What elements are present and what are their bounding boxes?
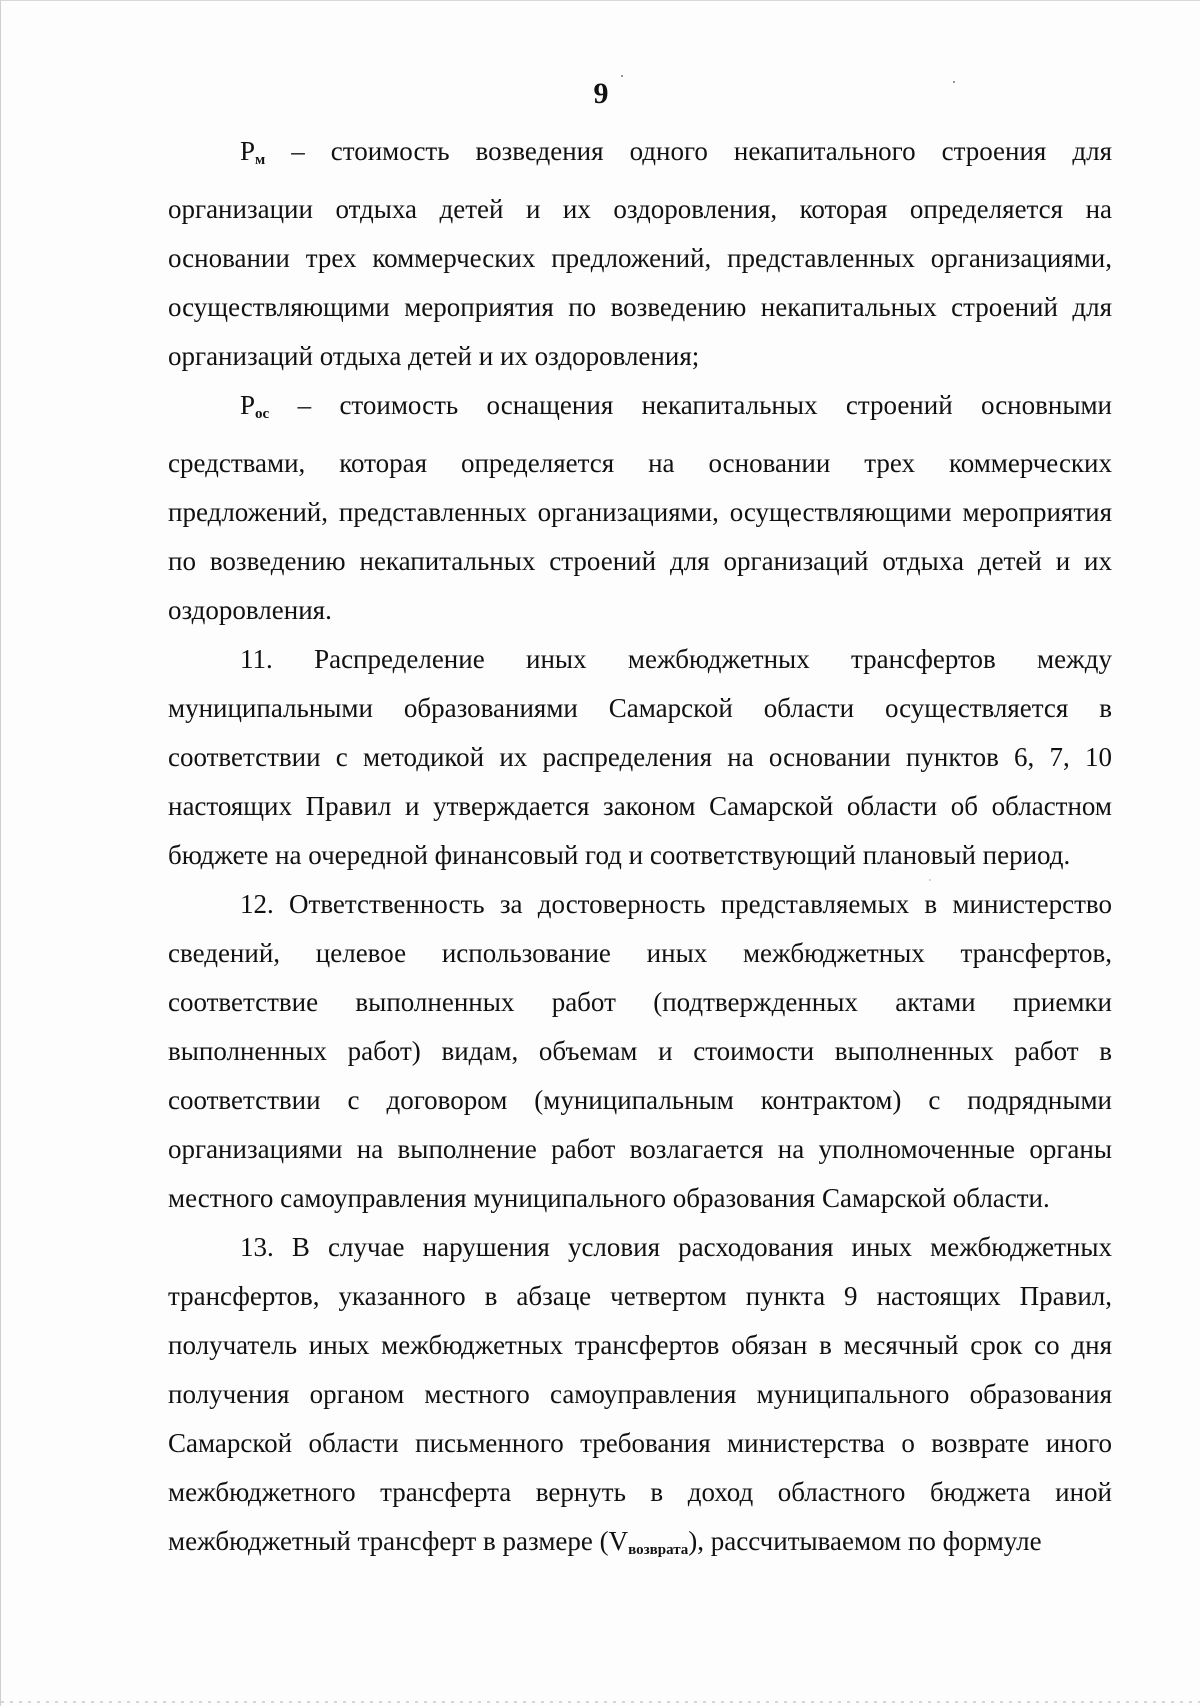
definition-pm	[168, 127, 1112, 381]
clause-13-text-end: ), рассчитываемом по формуле	[688, 1526, 1042, 1556]
scan-speck	[953, 81, 955, 83]
formula-symbol-poc: $P_{ос}$	[240, 390, 270, 422]
clause-11: 11. Распределение иных межбюджетных трансфертов между муниципальными образованиями Самарской области осуществляется в соответствии с методикой их распределения на основании пунктов 6, 7, 10 настоящих Правил и утверждается законом Самарской области об областном бюджете на очередной финансовый год и соответствующий плановый период.	[168, 644, 1112, 870]
page-number: 9	[593, 77, 609, 110]
scan-speck	[621, 75, 623, 77]
definition-poc	[168, 381, 1112, 635]
clause-13-text-start: 13. В случае нарушения условия расходования иных межбюджетных трансфертов, указанного в абзаце четвертом пункта 9 настоящих Правил, получатель иных межбюджетных трансфертов обязан в месячный срок со дня получения органом местного самоуправления муниципального образования Самарской области письменного требования министерства о возврате иного межбюджетного трансферта вернуть в доход областного бюджета иной межбюджетный трансферт в размере (	[168, 1232, 1112, 1556]
clause-12: 12. Ответственность за достоверность представляемых в министерство сведений, целевое использование иных межбюджетных трансфертов, соответствие выполненных работ (подтвержденных актами приемки выполненных работ) видам, объемам и стоимости выполненных работ в соответствии с договором (муниципальным контрактом) с подрядными организациями на выполнение работ возлагается на уполномоченные органы местного самоуправления муниципального образования Самарской области.	[168, 889, 1112, 1213]
scan-speck	[929, 879, 931, 881]
clause-13	[168, 1223, 1112, 1575]
formula-symbol-pm: $P_м$	[240, 136, 266, 168]
definition-pm-text: – стоимость возведения одного некапитального строения для организации отдыха детей и их оздоровления, которая определяется на основании трех коммерческих предложений, представленных организациями, осуществляющими мероприятия по возведению некапитальных строений для организаций отдыха детей и их оздоровления;	[168, 136, 1112, 371]
scan-bottom-edge	[1, 1701, 1200, 1703]
definition-poc-text: – стоимость оснащения некапитальных строений основными средствами, которая определяется на основании трех коммерческих предложений, представленных организациями, осуществляющими мероприятия по возведению некапитальных строений для организаций отдыха детей и их оздоровления.	[168, 390, 1112, 625]
document-body	[168, 127, 1112, 1575]
formula-symbol-v-return: $V_{возврата}$	[608, 1526, 689, 1558]
